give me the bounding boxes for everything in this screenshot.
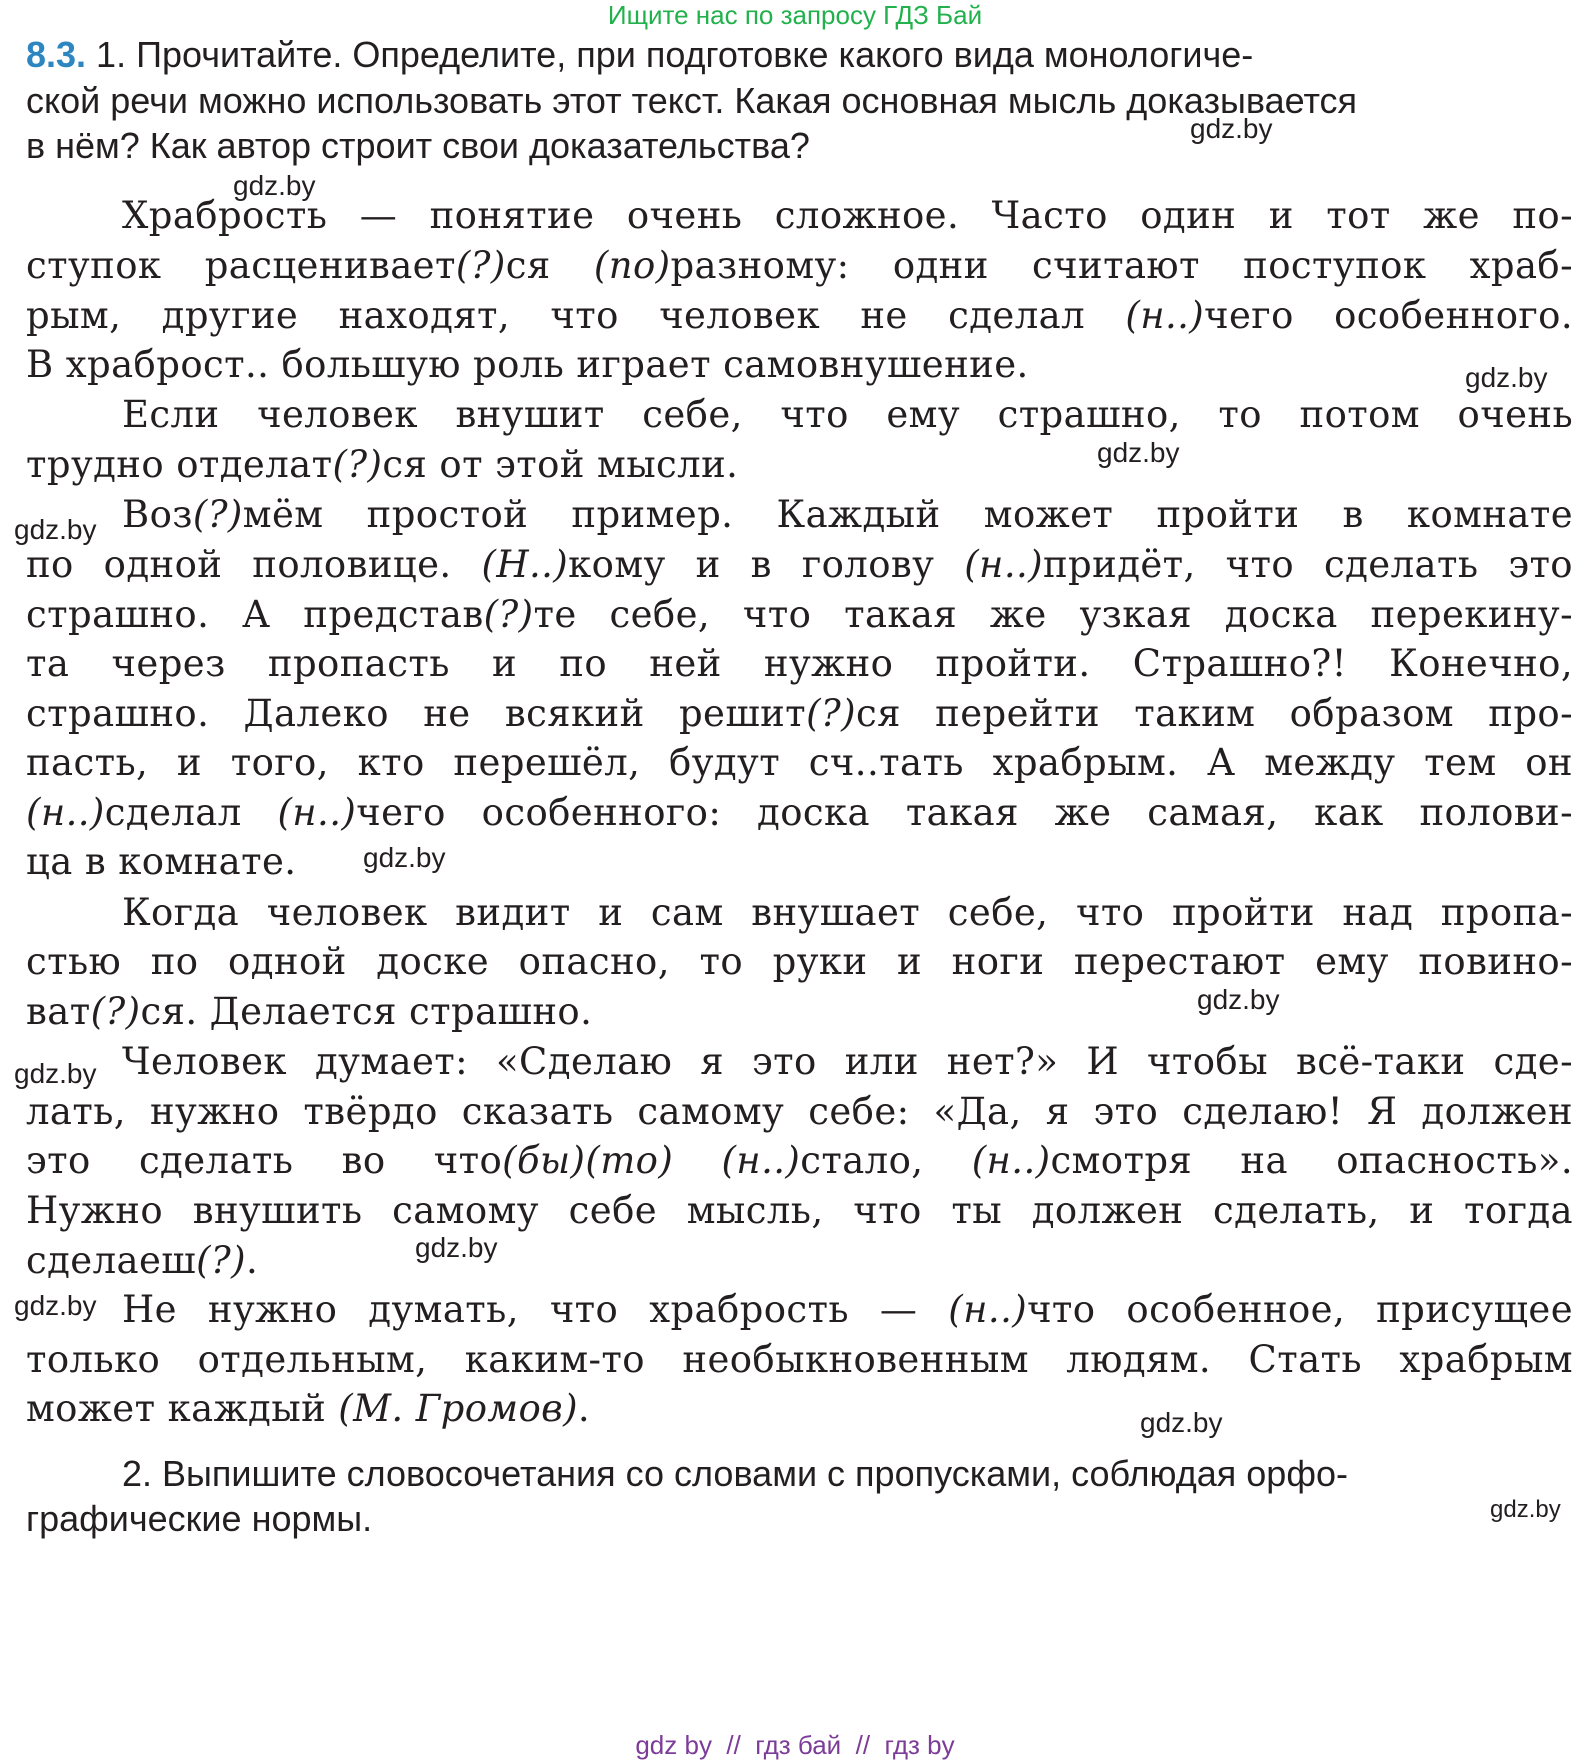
watermark: gdz.by xyxy=(1097,437,1180,468)
text-line: пасть, и того, кто перешёл, будут сч..тать храбрым. А между тем он xyxy=(26,741,1573,784)
text-line: сделаеш(?). xyxy=(26,1239,259,1282)
task2-line-1: 2. Выпишите словосочетания со словами с пропусками, соблюдая орфо- xyxy=(122,1453,1348,1494)
task2-line-2: графические нормы. xyxy=(26,1498,373,1539)
text-line: ца в комнате. xyxy=(26,840,297,883)
text-line: Человек думает: «Сделаю я это или нет?» И чтобы всё-таки сде- xyxy=(122,1040,1573,1083)
watermark: gdz.by xyxy=(1190,113,1273,144)
watermark: gdz.by xyxy=(363,842,446,873)
text-line: та через пропасть и по ней нужно пройти. Страшно?! Конечно, xyxy=(26,642,1573,685)
header-banner: Ищите нас по запросу ГДЗ Бай xyxy=(607,0,983,30)
watermark: gdz.by xyxy=(14,1290,97,1321)
text-line: трудно отделат(?)ся от этой мысли. xyxy=(26,443,739,486)
task-line-3: в нём? Как автор строит свои доказательства? xyxy=(26,125,810,166)
watermark: gdz.by xyxy=(1197,984,1280,1015)
text-line: рым, другие находят, что человек не сделал (н..)чего особенного. xyxy=(26,294,1573,337)
watermark: gdz.by xyxy=(415,1232,498,1263)
watermark: gdz.by xyxy=(1465,362,1548,393)
watermark: gdz.by xyxy=(14,514,97,545)
task-number: 8.3. xyxy=(26,34,87,75)
text-line: Когда человек видит и сам внушает себе, что пройти над пропа- xyxy=(122,891,1573,934)
text-line: страшно. А представ(?)те себе, что такая же узкая доска перекину- xyxy=(26,593,1573,636)
text-line: (н..)сделал (н..)чего особенного: доска такая же самая, как полови- xyxy=(26,791,1573,834)
text-line: лать, нужно твёрдо сказать самому себе: «Да, я это сделаю! Я должен xyxy=(26,1090,1573,1133)
text-line: только отдельным, каким-то необыкновенным людям. Стать храбрым xyxy=(26,1338,1573,1381)
task-line-2: ской речи можно использовать этот текст. Какая основная мысль доказывается xyxy=(26,80,1358,121)
footer-banner: gdz by // гдз бай // гдз by xyxy=(635,1730,955,1760)
text-line: ступок расценивает(?)ся (по)разному: одни считают поступок храб- xyxy=(26,244,1573,287)
text-line: Воз(?)мём простой пример. Каждый может пройти в комнате xyxy=(122,493,1573,536)
text-line: Не нужно думать, что храбрость — (н..)что особенное, присущее xyxy=(122,1288,1573,1331)
watermark: gdz.by xyxy=(1140,1407,1223,1438)
watermark: gdz.by xyxy=(233,170,316,201)
text-line: это сделать во что(бы)(то) (н..)стало, (н..)смотря на опасность». xyxy=(26,1139,1573,1182)
text-line: по одной половице. (Н..)кому и в голову (н..)придёт, что сделать это xyxy=(26,543,1573,586)
watermark: gdz.by xyxy=(1490,1496,1561,1523)
text-line: стью по одной доске опасно, то руки и ноги перестают ему повино- xyxy=(26,940,1573,983)
task-text-1: 1. Прочитайте. Определите, при подготовке какого вида монологиче- xyxy=(96,34,1254,75)
text-line: страшно. Далеко не всякий решит(?)ся перейти таким образом про- xyxy=(26,692,1573,735)
text-line: может каждый (М. Громов). xyxy=(26,1387,591,1430)
text-line: Если человек внушит себе, что ему страшно, то потом очень xyxy=(122,393,1573,436)
text-line: ват(?)ся. Делается страшно. xyxy=(26,990,593,1033)
text-line: Храбрость — понятие очень сложное. Часто один и тот же по- xyxy=(122,194,1573,237)
watermark: gdz.by xyxy=(14,1058,97,1089)
text-line: В храброст.. большую роль играет самовнушение. xyxy=(26,343,1029,386)
task-line-1 xyxy=(26,30,1573,80)
text-line: Нужно внушить самому себе мысль, что ты должен сделать, и тогда xyxy=(26,1189,1573,1232)
